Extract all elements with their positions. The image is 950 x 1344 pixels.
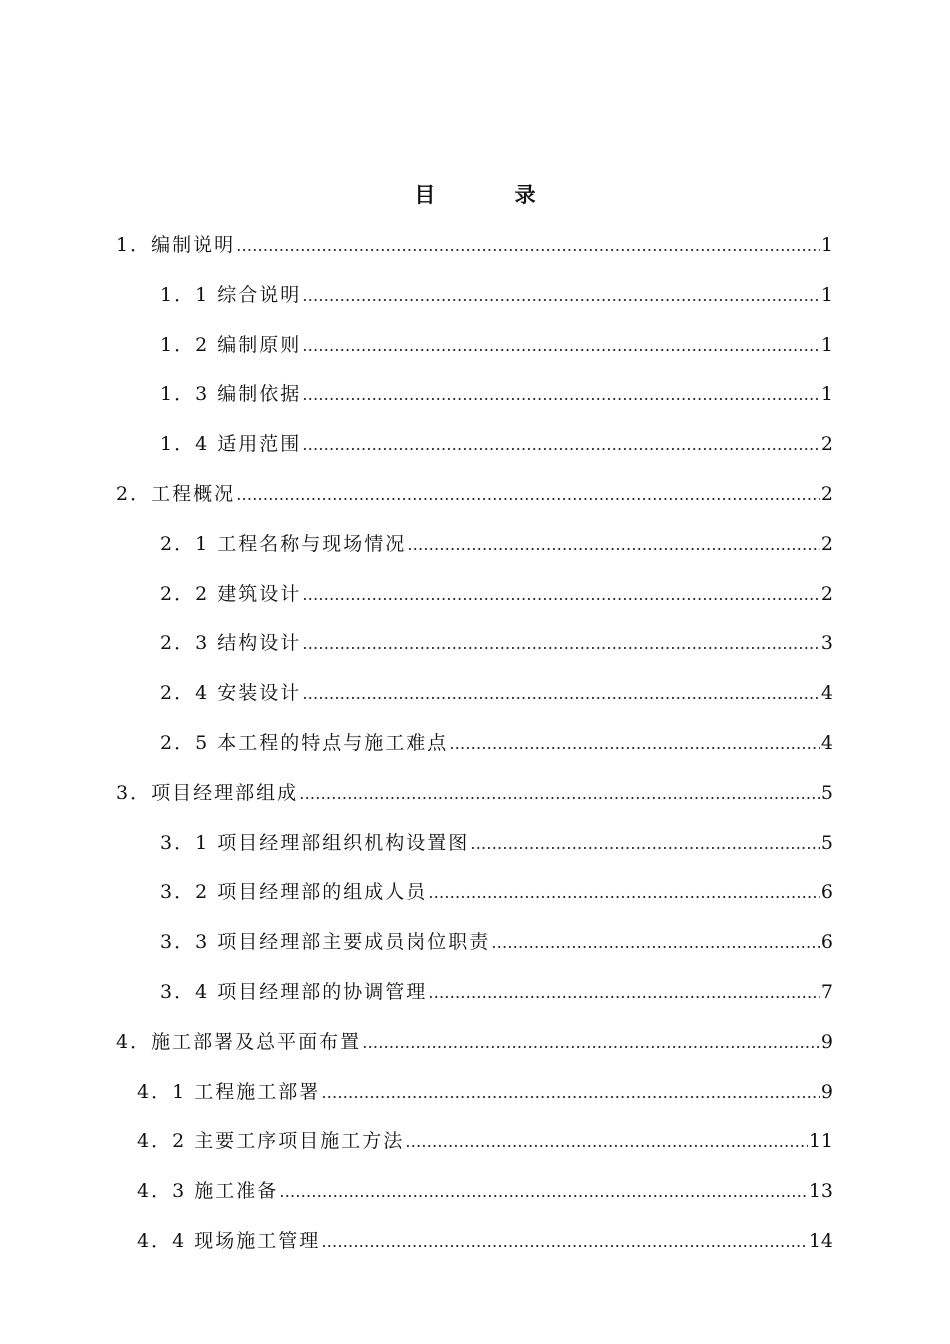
toc-entry[interactable] [0,1226,950,1276]
toc-entry-page: 5 [820,781,833,804]
table-of-contents [0,230,950,1276]
toc-entry-page: 7 [820,980,833,1003]
toc-dot-leader [302,430,820,460]
toc-entry-label: 1．3 编制依据 [160,383,302,406]
toc-entry-label: 4．1 工程施工部署 [137,1080,321,1103]
toc-dot-leader [302,281,820,311]
toc-entry-page: 2 [820,582,833,605]
toc-entry-label: 3．项目经理部组成 [116,781,299,804]
toc-entry[interactable] [0,877,950,927]
toc-dot-leader [302,580,820,610]
toc-entry-label: 4．3 施工准备 [137,1180,279,1203]
toc-dot-leader [299,779,820,809]
toc-entry-label: 1．编制说明 [116,234,236,256]
toc-entry-page: 13 [808,1180,833,1203]
toc-entry[interactable] [0,927,950,977]
toc-entry-page: 1 [820,383,833,406]
toc-entry-label: 2．5 本工程的特点与施工难点 [160,731,449,754]
toc-entry[interactable] [0,778,950,828]
toc-dot-leader [302,380,820,410]
toc-entry[interactable] [0,379,950,429]
toc-dot-leader [279,1177,808,1207]
toc-dot-leader [321,1078,820,1108]
toc-entry-label: 2．2 建筑设计 [160,582,302,605]
toc-title: 目 录 [414,182,572,207]
toc-dot-leader [302,331,820,361]
toc-entry[interactable] [0,330,950,380]
toc-entry[interactable] [0,1126,950,1176]
toc-entry-label: 2．工程概况 [116,482,236,505]
toc-entry-label: 1．2 编制原则 [160,333,302,356]
toc-entry-page: 1 [820,333,833,356]
toc-entry-label: 2．3 结构设计 [160,632,302,655]
toc-entry-label: 4．施工部署及总平面布置 [116,1030,362,1053]
toc-entry[interactable] [0,828,950,878]
toc-entry[interactable] [0,1077,950,1127]
toc-entry[interactable] [0,230,950,280]
toc-dot-leader [470,829,820,859]
toc-entry[interactable] [0,728,950,778]
toc-entry-label: 3．4 项目经理部的协调管理 [160,980,428,1003]
toc-entry-page: 2 [820,433,833,456]
toc-entry-page: 5 [820,831,833,854]
toc-entry-label: 2．4 安装设计 [160,682,302,705]
toc-entry[interactable] [0,977,950,1027]
toc-entry-page: 6 [820,931,833,954]
toc-entry-label: 1．1 综合说明 [160,283,302,306]
toc-dot-leader [491,928,820,958]
toc-dot-leader [362,1028,820,1058]
toc-dot-leader [302,679,820,709]
toc-dot-leader [236,231,820,261]
toc-entry-page: 4 [820,682,833,705]
toc-dot-leader [321,1227,808,1257]
toc-entry-label: 4．4 现场施工管理 [137,1229,321,1252]
toc-entry[interactable] [0,1176,950,1226]
toc-entry-label: 2．1 工程名称与现场情况 [160,532,407,555]
toc-entry-label: 3．1 项目经理部组织机构设置图 [160,831,470,854]
toc-dot-leader [428,978,820,1008]
toc-entry[interactable] [0,1027,950,1077]
toc-dot-leader [302,629,820,659]
toc-dot-leader [236,480,820,510]
toc-entry-page: 1 [820,234,833,256]
toc-entry[interactable] [0,280,950,330]
toc-entry-page: 3 [820,632,833,655]
toc-entry-page: 1 [820,283,833,306]
toc-entry[interactable] [0,579,950,629]
toc-entry-label: 1．4 适用范围 [160,433,302,456]
toc-entry-label: 4．2 主要工序项目施工方法 [137,1130,405,1153]
toc-entry-page: 4 [820,731,833,754]
toc-entry-page: 14 [808,1229,833,1252]
toc-entry[interactable] [0,628,950,678]
toc-entry-page: 11 [808,1130,833,1153]
toc-entry-page: 2 [820,532,833,555]
toc-entry[interactable] [0,529,950,579]
toc-entry-page: 9 [820,1030,833,1053]
toc-dot-leader [405,1127,808,1157]
toc-entry-page: 6 [820,881,833,904]
toc-entry-label: 3．2 项目经理部的组成人员 [160,881,428,904]
toc-entry[interactable] [0,678,950,728]
toc-dot-leader [449,729,820,759]
toc-entry-label: 3．3 项目经理部主要成员岗位职责 [160,931,491,954]
toc-entry-page: 2 [820,482,833,505]
toc-entry[interactable] [0,479,950,529]
toc-dot-leader [407,530,820,560]
toc-entry-page: 9 [820,1080,833,1103]
toc-dot-leader [428,878,820,908]
toc-entry[interactable] [0,429,950,479]
